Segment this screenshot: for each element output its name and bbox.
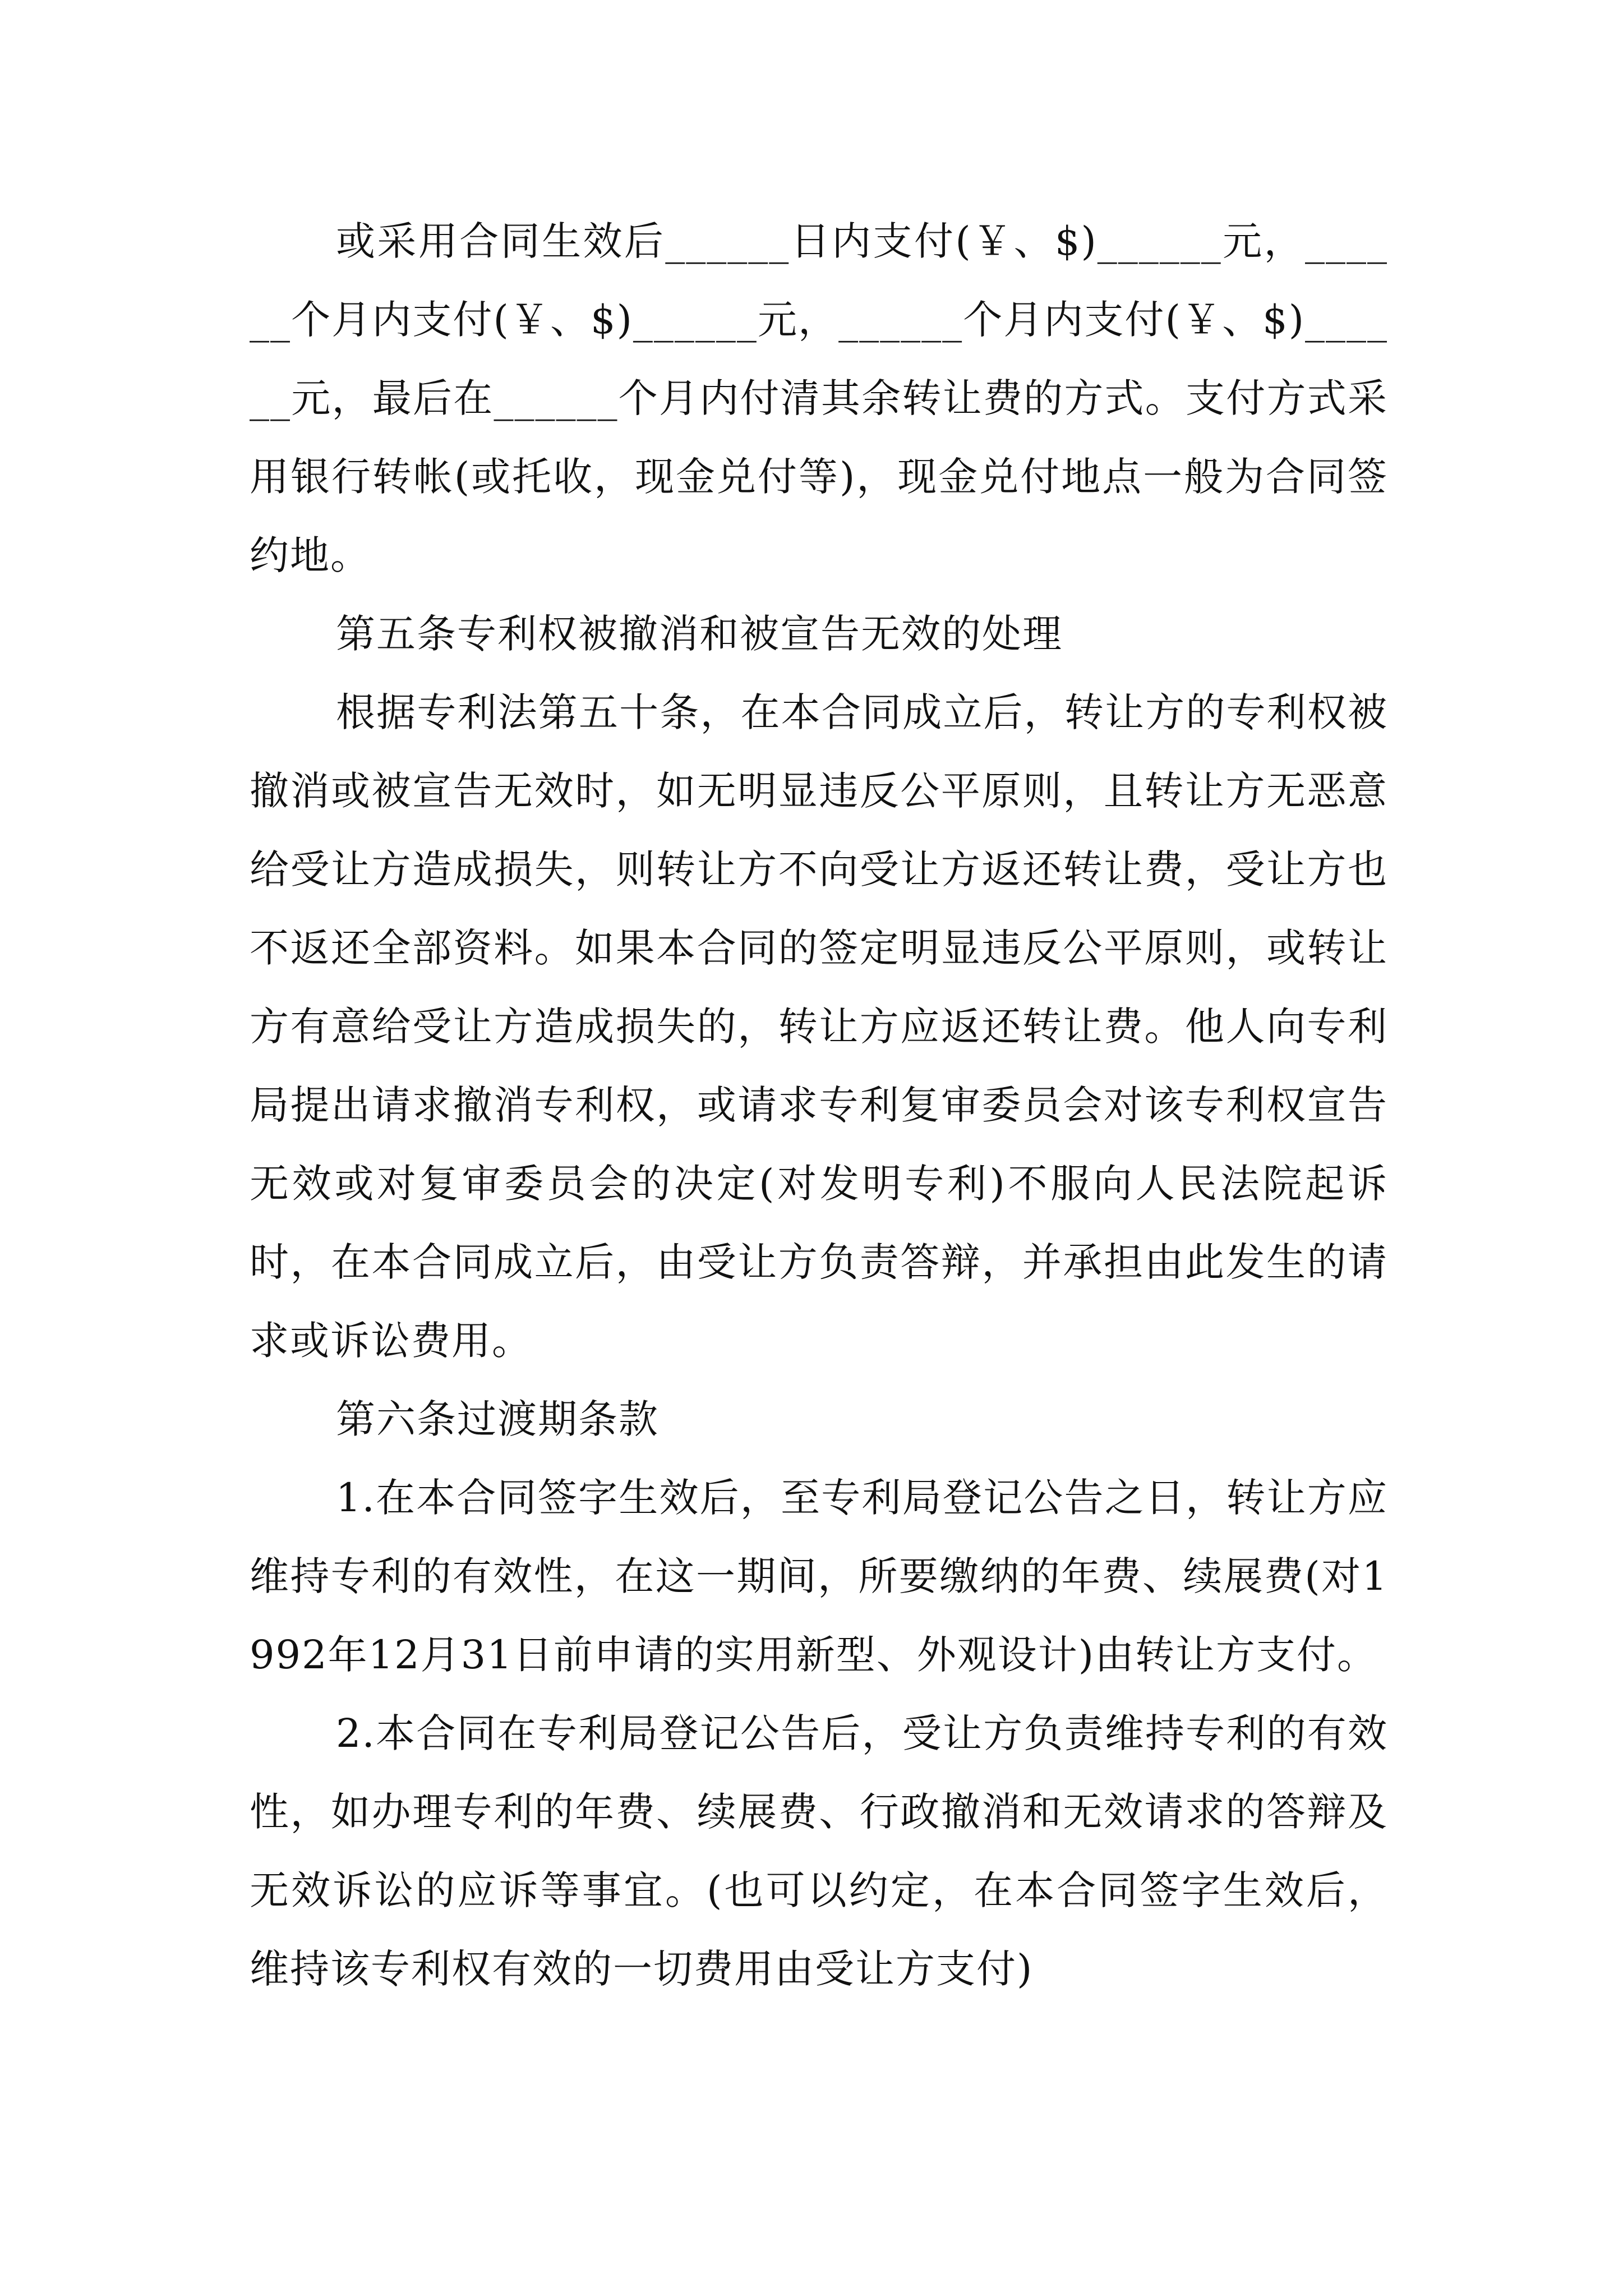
article-6-heading: 第六条过渡期条款 — [336, 1396, 659, 1442]
article-5-heading: 第五条专利权被撤消和被宣告无效的处理 — [336, 611, 1063, 657]
article-6-clause-2: 2.本合同在专利局登记公告后，受让方负责维持专利的有效性，如办理专利的年费、续展费、行政撤消和无效请求的答辩及无效诉讼的应诉等事宜。(也可以约定，在本合同签字生效后，维持该专利权有效的一切费用由受让方支付) — [250, 1710, 1388, 1992]
document-body — [250, 202, 1388, 2008]
article-5-paragraph: 根据专利法第五十条，在本合同成立后，转让方的专利权被撤消或被宣告无效时，如无明显违反公平原则，且转让方无恶意给受让方造成损失，则转让方不向受让方返还转让费，受让方也不返还全部资料。如果本合同的签定明显违反公平原则，或转让方有意给受让方造成损失的，转让方应返还转让费。他人向专利局提出请求撤消专利权，或请求专利复审委员会对该专利权宣告无效或对复审委员会的决定(对发明专利)不服向人民法院起诉时，在本合同成立后，由受让方负责答辩，并承担由此发生的请求或诉讼费用。 — [250, 689, 1388, 1364]
payment-terms-paragraph: 或采用合同生效后______日内支付(￥、$)______元，______个月内支付(￥、$)______元，______个月内支付(￥、$)______元，最后在______个月内付清其余转让费的方式。支付方式采用银行转帐(或托收，现金兑付等)，现金兑付地点一般为合同签约地。 — [250, 218, 1388, 578]
article-6-clause-1: 1.在本合同签字生效后，至专利局登记公告之日，转让方应维持专利的有效性，在这一期间，所要缴纳的年费、续展费(对1992年12月31日前申请的实用新型、外观设计)由转让方支付。 — [250, 1475, 1388, 1678]
